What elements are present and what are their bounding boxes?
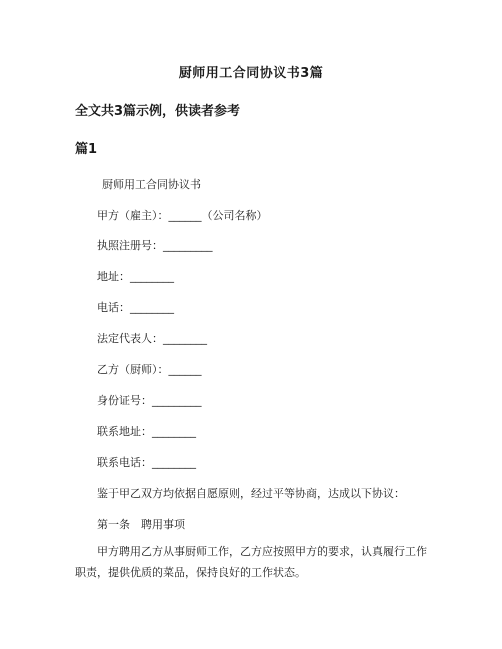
article-1-body: 甲方聘用乙方从事厨师工作，乙方应按照甲方的要求，认真履行工作职责，提供优质的菜品，保持良好的工作状态。 (75, 545, 427, 579)
field-license-number: 执照注册号：_________ (97, 239, 213, 252)
contract-title: 厨师用工合同协议书 (102, 178, 201, 191)
field-contact-phone: 联系电话：________ (97, 456, 196, 469)
field-legal-representative: 法定代表人：________ (97, 332, 207, 345)
document-title: 厨师用工合同协议书3篇 (178, 66, 324, 81)
field-contact-address: 联系地址：________ (97, 425, 196, 438)
field-party-b: 乙方（厨师）：______ (97, 363, 202, 376)
document-subtitle: 全文共3篇示例，供读者参考 (75, 104, 241, 119)
field-party-a: 甲方（雇主）：______（公司名称） (97, 209, 268, 222)
field-address: 地址：________ (97, 270, 174, 283)
section-heading: 篇1 (75, 142, 98, 157)
article-1-heading: 第一条 聘用事项 (97, 518, 185, 531)
field-phone: 电话：________ (97, 301, 174, 314)
intro-paragraph: 鉴于甲乙双方均依据自愿原则，经过平等协商，达成以下协议： (97, 487, 405, 500)
field-id-number: 身份证号：_________ (97, 394, 202, 407)
